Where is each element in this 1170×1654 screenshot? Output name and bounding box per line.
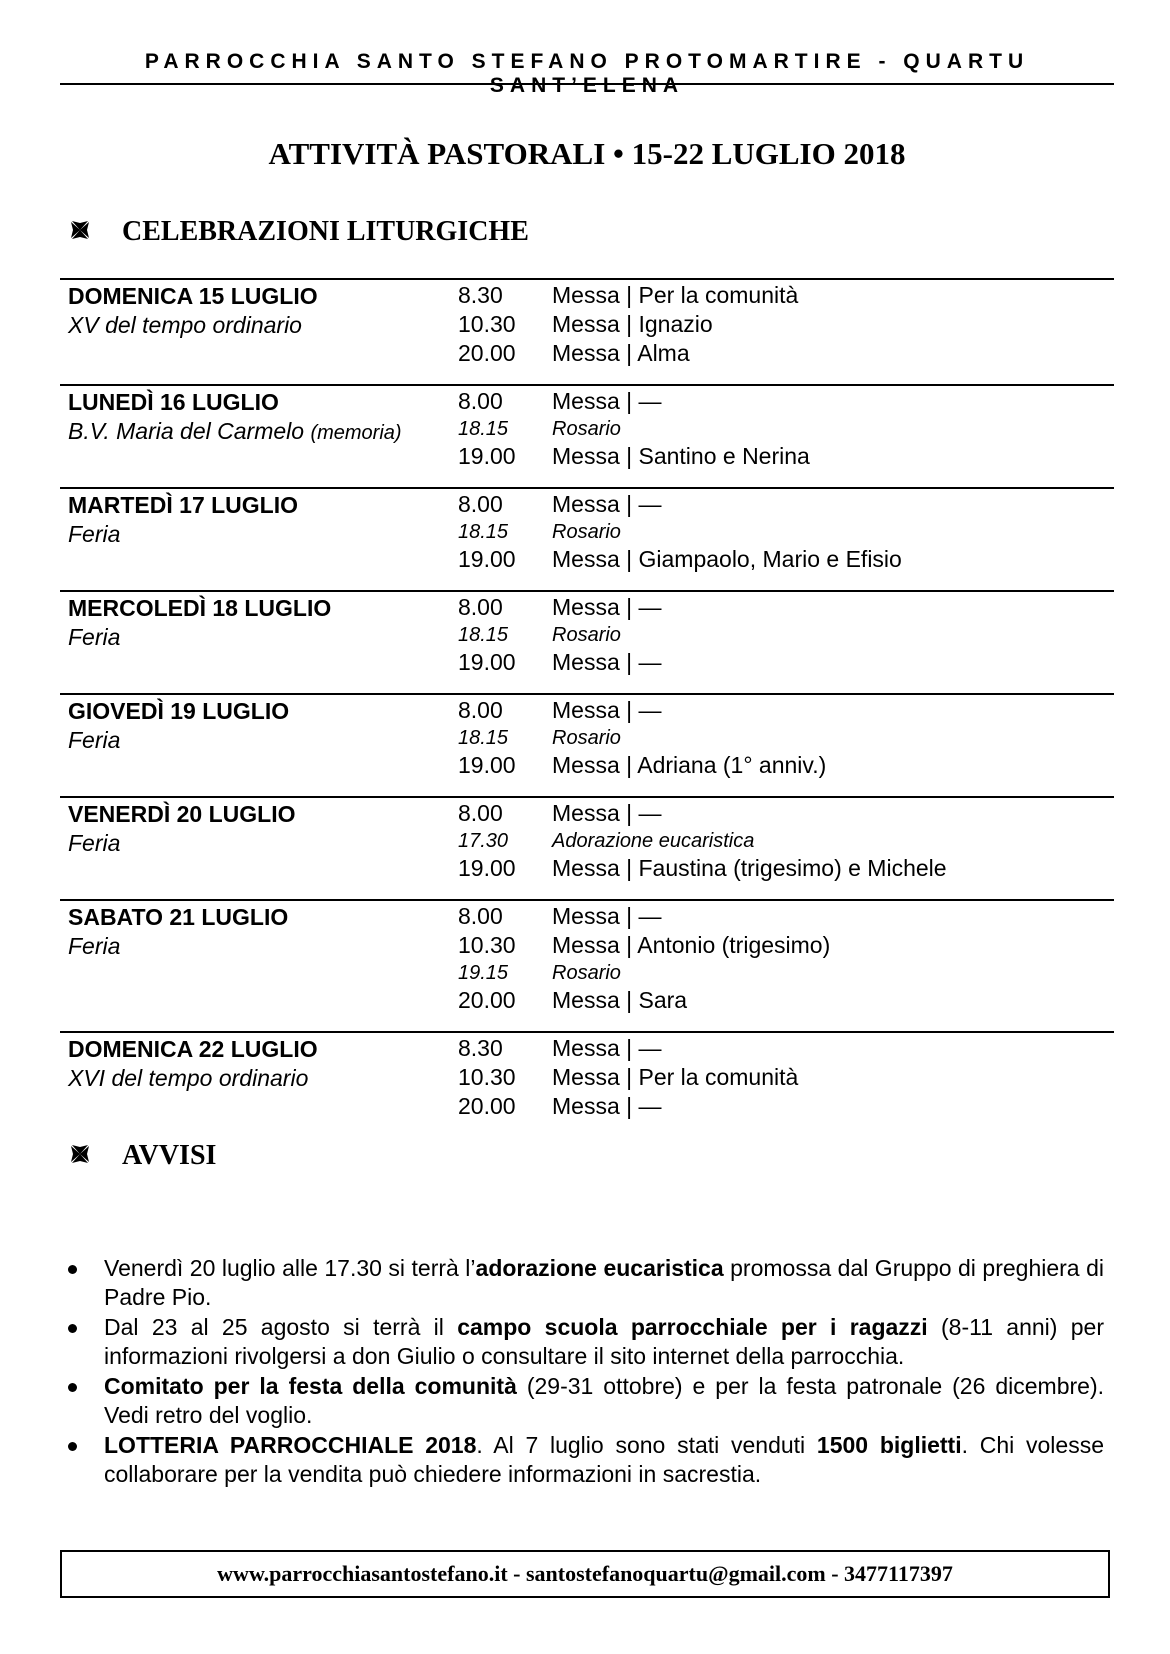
schedule-entry — [458, 986, 1114, 1015]
day-info — [68, 1035, 318, 1093]
schedule-entry — [458, 960, 1114, 986]
header-divider — [60, 83, 1114, 85]
schedule-day — [60, 899, 1114, 1031]
schedule-entry — [458, 281, 1114, 310]
entry-description: Messa | Santino e Nerina — [552, 443, 810, 469]
day-liturgical-note — [68, 623, 331, 652]
page-title: ATTIVITÀ PASTORALI • 15-22 LUGLIO 2018 — [268, 136, 906, 171]
entry-time: 10.30 — [458, 311, 516, 337]
day-info — [68, 594, 331, 652]
notice-item — [60, 1313, 1104, 1371]
star-icon — [68, 1142, 92, 1166]
day-entries — [458, 1034, 1114, 1121]
day-liturgical-note — [68, 520, 298, 549]
day-info — [68, 282, 318, 340]
section-notices — [68, 1140, 216, 1172]
entry-description: Messa | — — [552, 1093, 662, 1119]
schedule-entry — [458, 854, 1114, 883]
notice-text: (8-11 anni) per informazioni rivolgersi a don Giulio o consultare il sito internet della parrocchia. — [104, 1314, 1104, 1369]
schedule-day — [60, 278, 1114, 384]
schedule-entry — [458, 310, 1114, 339]
footer-contacts — [60, 1550, 1110, 1598]
entry-description: Messa | — — [552, 388, 662, 414]
section-notices-title: AVVISI — [122, 1140, 217, 1171]
entry-time: 19.00 — [458, 546, 516, 572]
entry-description: Rosario — [552, 418, 621, 440]
entry-description: Messa | — — [552, 649, 662, 675]
day-name: VENERDÌ 20 LUGLIO — [68, 801, 296, 827]
schedule-entry — [458, 1063, 1114, 1092]
day-liturgical-note — [68, 1064, 318, 1093]
day-liturgy: XVI del tempo ordinario — [68, 1065, 309, 1091]
schedule-entry — [458, 593, 1114, 622]
day-info — [68, 697, 289, 755]
entry-time: 19.00 — [458, 649, 516, 675]
notice-text: . Al 7 luglio sono stati venduti — [476, 1432, 817, 1458]
notice-text: (29-31 ottobre) e per la festa patronale (26 dicembre). Vedi retro del voglio. — [104, 1373, 1104, 1428]
entry-time: 8.00 — [458, 491, 503, 517]
day-liturgy-rank: (memoria) — [310, 422, 402, 444]
entry-description: Messa | — — [552, 491, 662, 517]
day-info — [68, 491, 298, 549]
entry-time: 8.30 — [458, 1035, 503, 1061]
schedule-entry — [458, 416, 1114, 442]
day-name: MARTEDÌ 17 LUGLIO — [68, 492, 299, 518]
day-liturgy: Feria — [68, 830, 121, 856]
day-entries — [458, 593, 1114, 677]
day-entries — [458, 281, 1114, 368]
notice-text: promossa dal Gruppo di preghiera di Padre Pio. — [104, 1255, 1104, 1310]
schedule-entry — [458, 1092, 1114, 1121]
entry-time: 8.00 — [458, 903, 503, 929]
entry-time: 19.15 — [458, 962, 509, 984]
schedule-table — [60, 278, 1114, 1137]
day-info — [68, 800, 295, 858]
entry-time: 10.30 — [458, 932, 516, 958]
notice-item — [60, 1254, 1104, 1312]
day-entries — [458, 799, 1114, 883]
entry-description: Messa | Adriana (1° anniv.) — [552, 752, 827, 778]
schedule-day — [60, 796, 1114, 899]
notices-list — [60, 1254, 1104, 1490]
schedule-entry — [458, 387, 1114, 416]
day-entries — [458, 902, 1114, 1015]
entry-time: 20.00 — [458, 987, 516, 1013]
schedule-entry — [458, 622, 1114, 648]
entry-time: 19.00 — [458, 752, 516, 778]
star-icon — [68, 218, 92, 242]
schedule-entry — [458, 799, 1114, 828]
day-liturgy: Feria — [68, 624, 121, 650]
schedule-entry — [458, 931, 1114, 960]
day-entries — [458, 387, 1114, 471]
parish-header: PARROCCHIA SANTO STEFANO PROTOMARTIRE - QUARTU SANT’ELENA — [144, 50, 1030, 97]
schedule-day — [60, 384, 1114, 487]
schedule-entry — [458, 442, 1114, 471]
schedule-entry — [458, 545, 1114, 574]
day-liturgy: XV del tempo ordinario — [68, 312, 302, 338]
entry-description: Messa | Faustina (trigesimo) e Michele — [552, 855, 947, 881]
day-name: LUNEDÌ 16 LUGLIO — [68, 389, 279, 415]
entry-time: 8.00 — [458, 388, 503, 414]
schedule-entry — [458, 1034, 1114, 1063]
bullet-icon — [68, 1442, 77, 1451]
entry-time: 19.00 — [458, 443, 516, 469]
entry-time: 8.00 — [458, 800, 503, 826]
day-liturgical-note — [68, 829, 295, 858]
notice-item — [60, 1372, 1104, 1430]
entry-description: Rosario — [552, 521, 621, 543]
bullet-icon — [68, 1383, 77, 1392]
entry-description: Rosario — [552, 727, 621, 749]
day-liturgy: Feria — [68, 933, 121, 959]
notice-text: Venerdì 20 luglio alle 17.30 si terrà l’ — [104, 1255, 476, 1281]
entry-description: Messa | — — [552, 697, 662, 723]
notice-text: . Chi volesse collaborare per la vendita può chiedere informazioni in sacrestia. — [104, 1432, 1104, 1487]
entry-description: Messa | Giampaolo, Mario e Efisio — [552, 546, 902, 572]
schedule-entry — [458, 828, 1114, 854]
day-entries — [458, 696, 1114, 780]
schedule-day — [60, 693, 1114, 796]
schedule-entry — [458, 519, 1114, 545]
entry-description: Rosario — [552, 962, 621, 984]
entry-time: 17.30 — [458, 830, 509, 852]
entry-description: Adorazione eucaristica — [552, 830, 755, 852]
section-celebrations — [68, 216, 529, 248]
schedule-day — [60, 1031, 1114, 1137]
notice-item — [60, 1431, 1104, 1489]
schedule-entry — [458, 490, 1114, 519]
entry-time: 18.15 — [458, 727, 509, 749]
day-name: SABATO 21 LUGLIO — [68, 904, 289, 930]
day-liturgy: Feria — [68, 727, 121, 753]
footer-contacts-text: www.parrocchiasantostefano.it - santostefanoquartu@gmail.com - 3477117397 — [217, 1561, 953, 1586]
section-celebrations-title: CELEBRAZIONI LITURGICHE — [122, 216, 529, 247]
entry-time: 19.00 — [458, 855, 516, 881]
day-liturgical-note — [68, 311, 318, 340]
schedule-day — [60, 487, 1114, 590]
notice-highlight: campo scuola parrocchiale per i ragazzi — [457, 1314, 928, 1340]
entry-description: Messa | — — [552, 903, 662, 929]
entry-time: 10.30 — [458, 1064, 516, 1090]
day-liturgical-note — [68, 932, 288, 961]
day-name: DOMENICA 22 LUGLIO — [68, 1036, 318, 1062]
entry-time: 18.15 — [458, 521, 509, 543]
day-liturgy: Feria — [68, 521, 121, 547]
notice-highlight: adorazione eucaristica — [475, 1255, 724, 1281]
entry-time: 20.00 — [458, 1093, 516, 1119]
entry-description: Messa | Ignazio — [552, 311, 713, 337]
day-info — [68, 388, 402, 448]
notice-highlight: LOTTERIA PARROCCHIALE 2018 — [104, 1432, 477, 1458]
schedule-entry — [458, 696, 1114, 725]
notice-text: Dal 23 al 25 agosto si terrà il — [104, 1314, 458, 1340]
entry-description: Messa | — — [552, 800, 662, 826]
entry-description: Messa | — — [552, 1035, 662, 1061]
entry-time: 18.15 — [458, 624, 509, 646]
schedule-entry — [458, 725, 1114, 751]
day-info — [68, 903, 288, 961]
day-liturgical-note — [68, 726, 289, 755]
entry-description: Rosario — [552, 624, 621, 646]
day-liturgy: B.V. Maria del Carmelo — [68, 418, 305, 444]
entry-time: 8.30 — [458, 282, 503, 308]
entry-time: 8.00 — [458, 697, 503, 723]
notice-highlight: Comitato per la festa della comunità — [104, 1373, 517, 1399]
day-entries — [458, 490, 1114, 574]
schedule-entry — [458, 751, 1114, 780]
entry-time: 18.15 — [458, 418, 509, 440]
schedule-entry — [458, 648, 1114, 677]
entry-description: Messa | Antonio (trigesimo) — [552, 932, 831, 958]
notice-highlight: 1500 biglietti — [816, 1432, 962, 1458]
entry-description: Messa | — — [552, 594, 662, 620]
schedule-entry — [458, 902, 1114, 931]
bullet-icon — [68, 1265, 77, 1274]
bullet-icon — [68, 1324, 77, 1333]
entry-time: 8.00 — [458, 594, 503, 620]
day-liturgical-note — [68, 417, 402, 448]
day-name: GIOVEDÌ 19 LUGLIO — [68, 698, 290, 724]
entry-description: Messa | Per la comunità — [552, 282, 799, 308]
entry-time: 20.00 — [458, 340, 516, 366]
entry-description: Messa | Alma — [552, 340, 690, 366]
day-name: MERCOLEDÌ 18 LUGLIO — [68, 595, 332, 621]
schedule-entry — [458, 339, 1114, 368]
schedule-day — [60, 590, 1114, 693]
day-name: DOMENICA 15 LUGLIO — [68, 283, 318, 309]
entry-description: Messa | Per la comunità — [552, 1064, 799, 1090]
entry-description: Messa | Sara — [552, 987, 688, 1013]
